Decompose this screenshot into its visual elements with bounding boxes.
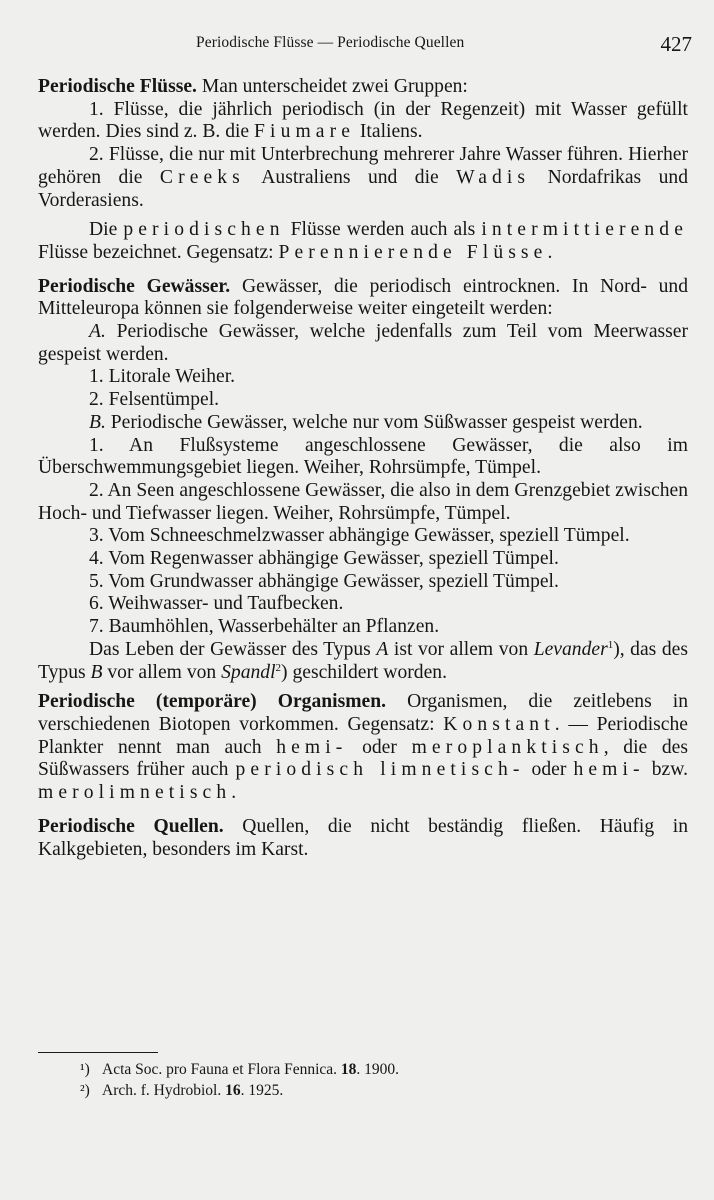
- running-head: Periodische Flüsse — Periodische Quellen: [196, 34, 465, 51]
- flusse-item-2-text: 2. Flüsse, die nur mit Unterbrechung mehrerer Jahre Wasser führen. Hierher gehören die: [38, 144, 688, 188]
- footnote-rule: [38, 1052, 158, 1053]
- flusse-note: [38, 219, 688, 264]
- quellen-text: Quellen, die nicht beständig fließen. Häufig in Kalkgebieten, besonders im Karst.: [38, 815, 688, 860]
- organismen-text-a: Organismen, die zeitlebens in verschiedenen Biotopen vorkommen. Gegensatz:: [38, 691, 688, 735]
- gewaesser-b6: 6. Weihwasser- und Taufbecken.: [89, 593, 344, 615]
- life-text-a: Das Leben der Gewässer des Typus: [89, 638, 377, 660]
- type-a-ref: A: [376, 638, 389, 660]
- group-b-letter: B.: [89, 411, 106, 433]
- flusse-item-1: [38, 99, 688, 144]
- gewaesser-a1: 1. Litorale Weiher.: [89, 366, 236, 388]
- organismen-paragraph: [38, 691, 688, 805]
- quellen-heading: Periodische Quellen.: [38, 815, 224, 837]
- term-perennierende: Perennierende Flüsse: [278, 241, 548, 263]
- term-wadis: Wadis: [456, 166, 531, 188]
- gewaesser-life-paragraph: [38, 639, 688, 684]
- type-b-ref: B: [90, 661, 103, 683]
- footnote-1-text: Acta Soc. pro Fauna et Flora Fennica.: [102, 1061, 341, 1078]
- footnotes: [80, 1059, 399, 1101]
- author-levander: Levander: [533, 638, 608, 660]
- flusse-intro-paragraph: [38, 76, 688, 99]
- footnote-1-mark: ¹): [80, 1061, 90, 1078]
- gewaesser-b5: 5. Vom Grundwasser abhängige Gewässer, speziell Tümpel.: [89, 570, 559, 592]
- flusse-item-1-end: Italiens.: [355, 121, 423, 143]
- gewaesser-b3: 3. Vom Schneeschmelzwasser abhängige Gewässer, speziell Tümpel.: [89, 525, 630, 547]
- organismen-heading: Periodische (temporäre) Organismen.: [38, 691, 387, 713]
- flusse-item-2-mid: Australiens und die: [244, 166, 457, 188]
- gewaesser-b2: 2. An Seen angeschlossene Gewässer, die also in dem Grenzgebiet zwischen Hoch- und Tiefwasser liegen. Weiher, Rohrsümpfe, Tümpel.: [38, 479, 688, 524]
- footnote-2-mark: ²): [80, 1082, 90, 1099]
- organismen-text-e: oder: [524, 759, 574, 781]
- term-meroplanktisch: meroplanktisch: [411, 736, 604, 758]
- life-text-d: vor allem von: [102, 661, 222, 683]
- quellen-paragraph: [38, 816, 688, 861]
- gewaesser-a2: 2. Felsentümpel.: [89, 389, 220, 411]
- term-intermittierende: intermittierende: [481, 219, 688, 241]
- flusse-heading: Periodische Flüsse.: [38, 76, 197, 97]
- term-hemi: hemi-: [276, 736, 348, 758]
- term-creeks: Creeks: [159, 166, 245, 188]
- gewaesser-group-b: [38, 412, 688, 435]
- gewaesser-heading: Periodische Gewässer.: [38, 275, 231, 297]
- group-b-text: Periodische Gewässer, welche nur vom Süßwasser gespeist werden.: [105, 411, 643, 433]
- organismen-text-d: , die des Süßwassers früher auch: [38, 736, 688, 781]
- flusse-intro-text: Man unterscheidet zwei Gruppen:: [196, 76, 468, 97]
- footnote-1: [80, 1059, 399, 1080]
- flusse-note-mid2: Flüsse bezeichnet. Gegensatz:: [38, 241, 279, 263]
- gewaesser-intro-paragraph: [38, 276, 688, 321]
- term-periodischen: periodischen: [123, 219, 285, 241]
- author-spandl: Spandl: [221, 661, 276, 683]
- page-header: [0, 34, 714, 60]
- footnote-1-volume: 18: [340, 1061, 357, 1078]
- term-fiumare: Fiumare: [254, 121, 355, 143]
- footnote-2-volume: 16: [225, 1082, 241, 1099]
- term-periodisch-limnetisch: periodisch limnetisch-: [235, 759, 525, 781]
- life-text-b: ist vor allem von: [388, 638, 534, 660]
- life-text-e: ) geschildert worden.: [281, 661, 447, 683]
- term-konstant: Konstant: [443, 713, 555, 735]
- page-number: 427: [660, 32, 692, 56]
- footnote-ref-2[interactable]: 2: [275, 661, 282, 674]
- gewaesser-b1: 1. An Flußsysteme angeschlossene Gewässer, die also im Überschwemmungsgebiet liegen. Weiher, Rohrsümpfe, Tümpel.: [38, 434, 688, 479]
- flusse-note-mid: Flüsse werden auch als: [284, 219, 482, 241]
- term-hemi-2: hemi-: [573, 759, 645, 781]
- flusse-item-1-text: 1. Flüsse, die jährlich periodisch (in der Regenzeit) mit Wasser gefüllt werden. Dies sind z. B. die: [38, 98, 688, 143]
- organismen-text-f: bzw.: [644, 759, 688, 781]
- flusse-item-2: [38, 144, 688, 212]
- flusse-item-2-end: Nordafrikas und Vorderasiens.: [38, 166, 688, 211]
- footnote-2-text: Arch. f. Hydrobiol.: [102, 1082, 226, 1099]
- gewaesser-intro-text: Gewässer, die periodisch eintrocknen. In Nord- und Mitteleuropa können sie folgenderweise weiter eingeteilt werden:: [38, 275, 689, 320]
- footnote-ref-1[interactable]: 1: [607, 638, 614, 651]
- organismen-text-g: .: [231, 782, 237, 804]
- group-a-text: Periodische Gewässer, welche jedenfalls zum Teil vom Meerwasser gespeist werden.: [38, 321, 688, 365]
- gewaesser-b7: 7. Baumhöhlen, Wasserbehälter an Pflanzen.: [89, 616, 440, 638]
- gewaesser-group-a: [38, 321, 688, 366]
- footnote-2: [80, 1080, 399, 1101]
- footnote-1-year: . 1900.: [356, 1061, 400, 1078]
- footnote-2-year: . 1925.: [240, 1082, 284, 1099]
- organismen-text-b: . — Periodische Plankter nennt man auch: [38, 713, 688, 758]
- group-a-letter: A.: [89, 321, 106, 343]
- organismen-text-c: oder: [347, 736, 412, 758]
- flusse-note-text: Die: [89, 219, 124, 241]
- flusse-note-end: .: [547, 241, 553, 263]
- page-body: [38, 76, 688, 861]
- life-text-c: ), das des Typus: [38, 638, 688, 683]
- gewaesser-b4: 4. Vom Regenwasser abhängige Gewässer, speziell Tümpel.: [89, 548, 559, 570]
- term-merolimnetisch: merolimnetisch: [38, 782, 232, 804]
